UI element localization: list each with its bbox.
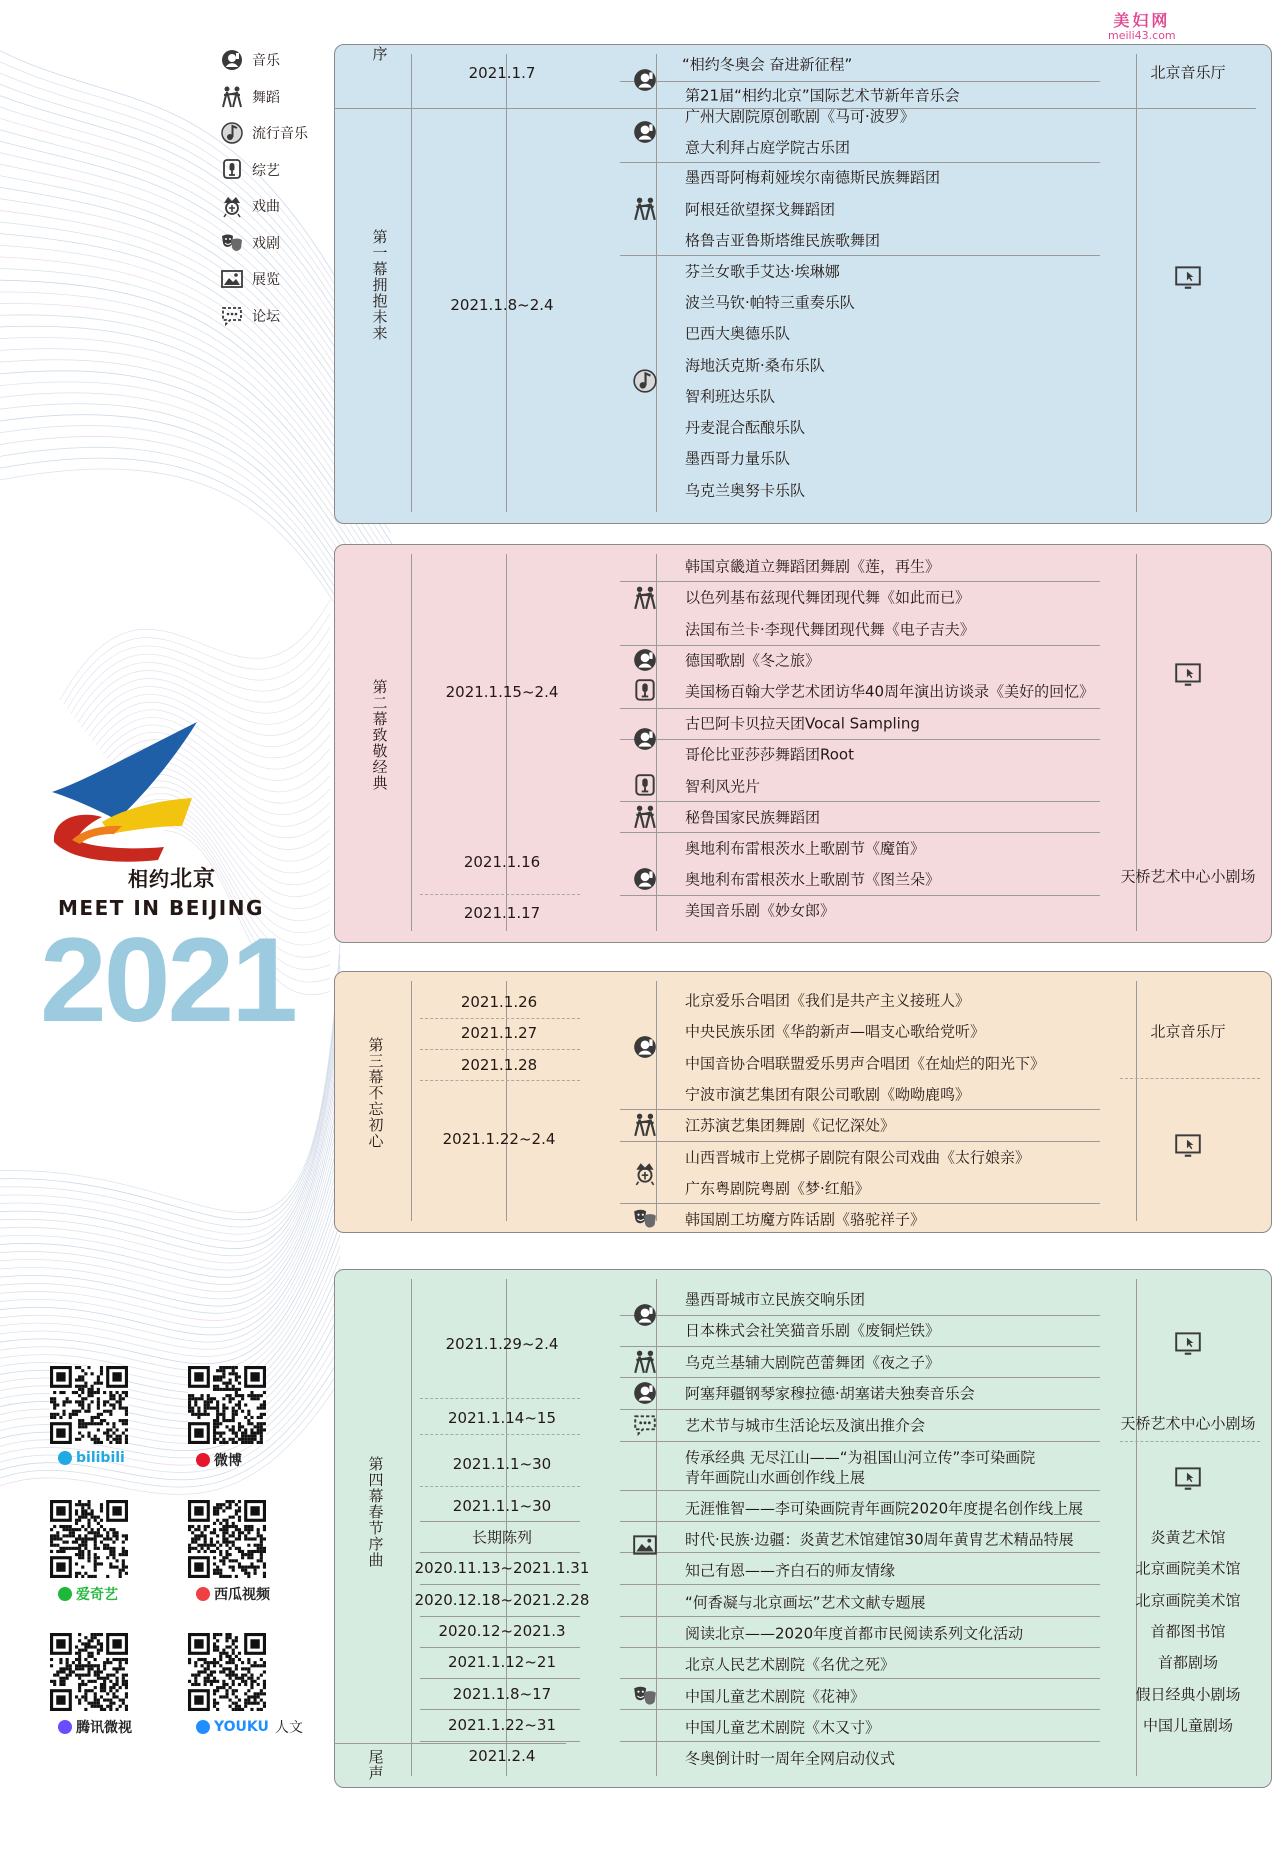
event-name[interactable]: 中国音协合唱联盟爱乐男声合唱团《在灿烂的阳光下》 bbox=[685, 1054, 1046, 1073]
qr-code[interactable] bbox=[188, 1633, 266, 1711]
qr-code[interactable] bbox=[50, 1633, 128, 1711]
platform-label[interactable] bbox=[196, 1450, 242, 1470]
row-divider bbox=[620, 1552, 1100, 1553]
legend-label: 音乐 bbox=[252, 53, 280, 69]
date-divider bbox=[420, 1741, 580, 1742]
column-divider bbox=[411, 1279, 412, 1776]
event-name[interactable]: 中国儿童艺术剧院《花神》 bbox=[685, 1687, 866, 1706]
picture-icon bbox=[220, 267, 244, 291]
column-divider bbox=[506, 981, 507, 1221]
event-name[interactable]: 墨西哥力量乐队 bbox=[685, 449, 791, 468]
platform-logo-icon bbox=[58, 1720, 72, 1734]
row-divider bbox=[620, 895, 1100, 896]
date-divider bbox=[420, 1521, 580, 1522]
row-divider bbox=[620, 1678, 1100, 1679]
qr-code[interactable] bbox=[188, 1500, 266, 1578]
date-divider bbox=[420, 108, 580, 109]
event-name[interactable]: 韩国京畿道立舞蹈团舞剧《莲，再生》 bbox=[685, 557, 941, 576]
event-name[interactable]: 韩国剧工坊魔方阵话剧《骆驼祥子》 bbox=[685, 1210, 926, 1229]
dancers-icon bbox=[632, 196, 658, 222]
event-date: 2021.1.14~15 bbox=[448, 1409, 556, 1427]
music-note-icon bbox=[632, 368, 658, 394]
forum-chat-icon bbox=[220, 304, 244, 328]
row-divider bbox=[620, 739, 1100, 740]
platform-label[interactable] bbox=[196, 1584, 270, 1604]
venue-name: 北京音乐厅 bbox=[1150, 1022, 1226, 1041]
legend-item bbox=[220, 156, 280, 184]
row-divider bbox=[620, 1109, 1100, 1110]
qr-code[interactable] bbox=[188, 1366, 266, 1444]
event-name[interactable]: 古巴阿卡贝拉天团Vocal Sampling bbox=[685, 714, 920, 733]
dancers-icon bbox=[632, 1349, 658, 1375]
column-divider bbox=[1136, 981, 1137, 1221]
platform-name: 爱奇艺 bbox=[76, 1587, 118, 1603]
forum-chat-icon bbox=[632, 1412, 658, 1438]
event-name[interactable]: 北京人民艺术剧院《名优之死》 bbox=[685, 1655, 896, 1674]
venue-name: 中国儿童剧场 bbox=[1142, 1716, 1234, 1735]
row-divider bbox=[620, 1490, 1100, 1491]
row-divider bbox=[620, 832, 1100, 833]
event-name[interactable]: 时代·民族·边疆：炎黄艺术馆建馆30周年黄胄艺术精品特展 bbox=[685, 1530, 1074, 1549]
event-date: 2021.1.1~30 bbox=[452, 1455, 552, 1473]
date-divider bbox=[420, 1080, 580, 1081]
event-name[interactable]: 阅读北京——2020年度首都市民阅读系列文化活动 bbox=[685, 1624, 1024, 1643]
date-divider bbox=[420, 894, 580, 895]
legend-label: 舞蹈 bbox=[252, 89, 280, 106]
opera-singer-icon bbox=[632, 1302, 658, 1328]
platform-name: bilibili bbox=[76, 1450, 125, 1466]
row-divider bbox=[620, 708, 1100, 709]
legend-item bbox=[220, 265, 280, 293]
opera-singer-icon bbox=[632, 67, 658, 93]
opera-singer-icon bbox=[632, 119, 658, 145]
opera-singer-icon bbox=[632, 647, 658, 673]
opera-headdress-icon bbox=[632, 1160, 658, 1186]
date-divider bbox=[420, 1552, 580, 1553]
event-name[interactable]: “何香凝与北京画坛”艺术文献专题展 bbox=[685, 1593, 926, 1612]
computer-pointer-icon bbox=[1173, 1132, 1203, 1158]
platform-label[interactable] bbox=[196, 1717, 303, 1737]
event-name[interactable]: 知己有恩——齐白石的师友情缘 bbox=[685, 1561, 896, 1580]
event-date: 2021.1.26 bbox=[460, 993, 538, 1011]
event-name[interactable]: 阿根廷欲望探戈舞蹈团 bbox=[685, 200, 836, 219]
event-date: 2021.1.8~2.4 bbox=[450, 296, 554, 314]
platform-name: 西瓜视频 bbox=[214, 1587, 270, 1603]
venue-name: 天桥艺术中心小剧场 bbox=[1120, 1414, 1256, 1433]
row-divider bbox=[620, 1584, 1100, 1585]
event-date: 2021.1.17 bbox=[463, 904, 541, 922]
logo-cn-big: 北京 bbox=[170, 867, 217, 892]
event-name[interactable]: 山西晋城市上党梆子剧院有限公司戏曲《太行娘亲》 bbox=[685, 1148, 1031, 1167]
date-divider bbox=[420, 1049, 580, 1050]
column-divider bbox=[411, 981, 412, 1221]
event-name[interactable]: 江苏演艺集团舞剧《记忆深处》 bbox=[685, 1116, 896, 1135]
date-divider bbox=[420, 1018, 580, 1019]
event-name[interactable]: 宁波市演艺集团有限公司歌剧《呦呦鹿鸣》 bbox=[685, 1085, 971, 1104]
opera-singer-icon bbox=[632, 1034, 658, 1060]
column-divider bbox=[506, 554, 507, 931]
date-divider bbox=[420, 1678, 580, 1679]
event-date: 2020.12.18~2021.2.28 bbox=[414, 1591, 590, 1609]
row-divider bbox=[620, 255, 1100, 256]
venue-name: 首都图书馆 bbox=[1150, 1622, 1226, 1641]
drama-masks-icon bbox=[220, 231, 244, 255]
platform-logo-icon bbox=[196, 1453, 210, 1467]
event-date: 2021.2.4 bbox=[468, 1747, 536, 1765]
date-divider bbox=[420, 1584, 580, 1585]
logo-english-name: MEET IN BEIJING bbox=[58, 896, 264, 920]
row-divider bbox=[620, 1377, 1100, 1378]
event-date: 2021.1.22~31 bbox=[448, 1716, 556, 1734]
venue-name: 首都剧场 bbox=[1157, 1653, 1219, 1672]
date-divider bbox=[420, 1398, 580, 1399]
event-name[interactable]: 智利风光片 bbox=[685, 777, 761, 796]
event-date: 2021.1.27 bbox=[460, 1024, 538, 1042]
row-divider bbox=[620, 801, 1100, 802]
platform-label[interactable] bbox=[58, 1584, 118, 1604]
event-name[interactable]: 巴西大奥德乐队 bbox=[685, 324, 791, 343]
event-name[interactable]: 智利班达乐队 bbox=[685, 387, 776, 406]
event-name[interactable]: 德国歌剧《冬之旅》 bbox=[685, 651, 821, 670]
row-divider bbox=[620, 1346, 1100, 1347]
event-name[interactable]: 中国儿童艺术剧院《木又寸》 bbox=[685, 1718, 881, 1737]
event-name[interactable]: 传承经典 无尽江山——“为祖国山河立传”李可染画院 bbox=[685, 1448, 1036, 1467]
computer-pointer-icon bbox=[1173, 1465, 1203, 1491]
event-name[interactable]: 芬兰女歌手艾达·埃琳娜 bbox=[685, 262, 840, 281]
watermark bbox=[1108, 8, 1176, 42]
event-date: 2021.1.8~17 bbox=[452, 1685, 552, 1703]
event-date: 2020.11.13~2021.1.31 bbox=[414, 1559, 590, 1577]
microphone-icon bbox=[632, 678, 658, 704]
event-name[interactable]: 波兰马钦·帕特三重奏乐队 bbox=[685, 293, 855, 312]
act-label: 第四幕 春节序曲 bbox=[368, 1454, 384, 1569]
venue-divider bbox=[1120, 1441, 1260, 1442]
event-name[interactable]: 丹麦混合酝酿乐队 bbox=[685, 418, 806, 437]
row-divider bbox=[620, 1141, 1100, 1142]
event-date: 2021.1.12~21 bbox=[448, 1653, 556, 1671]
dancers-icon bbox=[632, 1112, 658, 1138]
legend-label: 流行音乐 bbox=[252, 126, 308, 142]
event-name[interactable]: 北京爱乐合唱团《我们是共产主义接班人》 bbox=[685, 991, 971, 1010]
event-name[interactable]: “相约冬奥会 奋进新征程” bbox=[682, 55, 853, 74]
watermark-text: 美妇网 bbox=[1113, 11, 1171, 30]
platform-logo-icon bbox=[196, 1587, 210, 1601]
event-name[interactable]: 海地沃克斯·桑布乐队 bbox=[685, 356, 825, 375]
platform-label[interactable] bbox=[58, 1450, 125, 1466]
event-name[interactable]: 美国音乐剧《妙女郎》 bbox=[685, 901, 836, 920]
event-name[interactable]: 中央民族乐团《华韵新声—唱支心歌给党听》 bbox=[685, 1022, 986, 1041]
opera-singer-icon bbox=[632, 1380, 658, 1406]
platform-name: 微博 bbox=[214, 1453, 242, 1469]
event-name[interactable]: 秘鲁国家民族舞蹈团 bbox=[685, 808, 821, 827]
venue-name: 假日经典小剧场 bbox=[1135, 1685, 1241, 1704]
event-date: 2021.1.22~2.4 bbox=[442, 1130, 556, 1148]
event-name[interactable]: 奥地利布雷根茨水上歌剧节《魔笛》 bbox=[685, 839, 926, 858]
microphone-icon bbox=[220, 158, 244, 182]
act-label: 第一幕 拥抱未来 bbox=[372, 228, 388, 342]
act-label: 第二幕 致敬经典 bbox=[372, 677, 388, 792]
opera-singer-icon bbox=[632, 866, 658, 892]
row-divider bbox=[620, 81, 1100, 82]
date-divider bbox=[420, 1616, 580, 1617]
event-name[interactable]: 无涯惟智——李可染画院青年画院2020年度提名创作线上展 bbox=[685, 1499, 1084, 1518]
legend-label: 综艺 bbox=[252, 162, 280, 179]
opera-headdress-icon bbox=[220, 194, 244, 218]
drama-masks-icon bbox=[632, 1683, 658, 1709]
row-divider bbox=[620, 581, 1100, 582]
row-divider bbox=[620, 162, 1100, 163]
event-date: 2021.1.16 bbox=[463, 853, 541, 871]
venue-name: 天桥艺术中心小剧场 bbox=[1120, 867, 1256, 886]
event-date: 2021.1.7 bbox=[468, 64, 536, 82]
platform-logo-icon bbox=[58, 1587, 72, 1601]
computer-pointer-icon bbox=[1173, 661, 1203, 687]
row-divider bbox=[620, 1647, 1100, 1648]
event-name[interactable]: 奥地利布雷根茨水上歌剧节《图兰朵》 bbox=[685, 870, 941, 889]
computer-pointer-icon bbox=[1173, 264, 1203, 290]
dancers-icon bbox=[220, 85, 244, 109]
event-name[interactable]: 法国布兰卡·李现代舞团现代舞《电子吉夫》 bbox=[685, 620, 975, 639]
event-date: 2021.1.29~2.4 bbox=[445, 1335, 559, 1353]
row-divider bbox=[620, 1441, 1100, 1442]
event-date: 2021.1.15~2.4 bbox=[445, 683, 559, 701]
legend-label: 论坛 bbox=[252, 308, 280, 325]
act-divider bbox=[334, 1743, 566, 1744]
legend-item bbox=[220, 119, 308, 147]
legend-item bbox=[220, 229, 280, 257]
platform-logo-icon bbox=[58, 1451, 72, 1465]
legend-label: 戏曲 bbox=[252, 199, 280, 215]
venue-name: 北京音乐厅 bbox=[1150, 63, 1226, 82]
dancers-icon bbox=[632, 585, 658, 611]
column-divider bbox=[1136, 54, 1137, 512]
event-name[interactable]: 日本株式会社笑猫音乐剧《废铜烂铁》 bbox=[685, 1321, 941, 1340]
event-date: 2021.1.28 bbox=[460, 1056, 538, 1074]
legend-label: 展览 bbox=[252, 272, 280, 288]
event-name[interactable]: 艺术节与城市生活论坛及演出推介会 bbox=[685, 1416, 926, 1435]
event-name[interactable]: 冬奥倒计时一周年全网启动仪式 bbox=[685, 1749, 896, 1768]
date-divider bbox=[420, 1434, 580, 1435]
event-date: 2020.12~2021.3 bbox=[438, 1622, 566, 1640]
event-name[interactable]: 乌克兰奥努卡乐队 bbox=[685, 481, 806, 500]
row-divider bbox=[620, 1521, 1100, 1522]
event-name[interactable]: 墨西哥城市立民族交响乐团 bbox=[685, 1290, 866, 1309]
opera-singer-icon bbox=[220, 48, 244, 72]
row-divider bbox=[620, 1203, 1100, 1204]
qr-code[interactable] bbox=[50, 1366, 128, 1444]
event-date: 2021.1.1~30 bbox=[452, 1497, 552, 1515]
event-name[interactable]: 哥伦比亚莎莎舞蹈团Root bbox=[685, 745, 854, 764]
platform-logo-icon bbox=[196, 1720, 210, 1734]
event-name[interactable]: 广州大剧院原创歌剧《马可·波罗》 bbox=[685, 107, 915, 126]
column-divider bbox=[411, 54, 412, 512]
event-name[interactable]: 乌克兰基辅大剧院芭蕾舞团《夜之子》 bbox=[685, 1353, 941, 1372]
event-name[interactable]: 美国杨百翰大学艺术团访华40周年演出访谈录《美好的回忆》 bbox=[685, 682, 1095, 701]
event-name[interactable]: 广东粤剧院粤剧《梦·红船》 bbox=[685, 1179, 870, 1198]
legend-label: 戏剧 bbox=[252, 235, 280, 252]
venue-name: 炎黄艺术馆 bbox=[1150, 1528, 1226, 1547]
act-label: 第三幕 不忘初心 bbox=[368, 1036, 384, 1150]
event-name[interactable]: 意大利拜占庭学院古乐团 bbox=[685, 138, 851, 157]
qr-code[interactable] bbox=[50, 1500, 128, 1578]
event-date: 长期陈列 bbox=[471, 1528, 533, 1547]
platform-label[interactable] bbox=[58, 1717, 132, 1737]
platform-extra: 人文 bbox=[274, 1720, 303, 1736]
computer-pointer-icon bbox=[1173, 1330, 1203, 1356]
microphone-icon bbox=[632, 773, 658, 799]
event-name[interactable]: 阿塞拜疆钢琴家穆拉德·胡塞诺夫独奏音乐会 bbox=[685, 1384, 975, 1403]
legend-item bbox=[220, 192, 280, 220]
date-divider bbox=[420, 1709, 580, 1710]
act-label: 尾声 bbox=[368, 1747, 384, 1782]
row-divider bbox=[620, 1409, 1100, 1410]
row-divider bbox=[620, 1616, 1100, 1617]
date-divider bbox=[420, 1486, 580, 1487]
column-divider bbox=[506, 54, 507, 512]
act-label: 序 bbox=[372, 45, 388, 63]
logo-cn-small: 相约 bbox=[128, 867, 170, 891]
row-divider bbox=[620, 1315, 1100, 1316]
event-name[interactable]: 格鲁吉亚鲁斯塔维民族歌舞团 bbox=[685, 231, 881, 250]
event-name[interactable]: 第21届“相约北京”国际艺术节新年音乐会 bbox=[685, 86, 960, 105]
dancers-icon bbox=[632, 804, 658, 830]
watermark-url: meili43.com bbox=[1108, 29, 1176, 42]
picture-icon bbox=[632, 1532, 658, 1558]
event-name[interactable]: 以色列基布兹现代舞团现代舞《如此而已》 bbox=[685, 588, 971, 607]
drama-masks-icon bbox=[632, 1206, 658, 1232]
row-divider bbox=[620, 1709, 1100, 1710]
legend-item bbox=[220, 302, 280, 330]
legend-item bbox=[220, 46, 280, 74]
venue-divider bbox=[1120, 1078, 1260, 1079]
logo-chinese-name bbox=[128, 862, 216, 893]
row-divider bbox=[620, 1741, 1100, 1742]
music-note-icon bbox=[220, 121, 244, 145]
event-name[interactable]: 青年画院山水画创作线上展 bbox=[685, 1468, 866, 1487]
festival-year: 2021 bbox=[40, 913, 295, 1047]
venue-name: 北京画院美术馆 bbox=[1135, 1591, 1241, 1610]
date-divider bbox=[420, 1647, 580, 1648]
column-divider bbox=[411, 554, 412, 931]
row-divider bbox=[620, 645, 1100, 646]
meet-in-beijing-logo bbox=[32, 722, 212, 862]
platform-name: YOUKU bbox=[214, 1719, 269, 1735]
platform-name: 腾讯微视 bbox=[76, 1720, 132, 1736]
legend-item bbox=[220, 83, 280, 111]
venue-name: 北京画院美术馆 bbox=[1135, 1559, 1241, 1578]
opera-singer-icon bbox=[632, 726, 658, 752]
event-name[interactable]: 墨西哥阿梅莉娅埃尔南德斯民族舞蹈团 bbox=[685, 168, 941, 187]
